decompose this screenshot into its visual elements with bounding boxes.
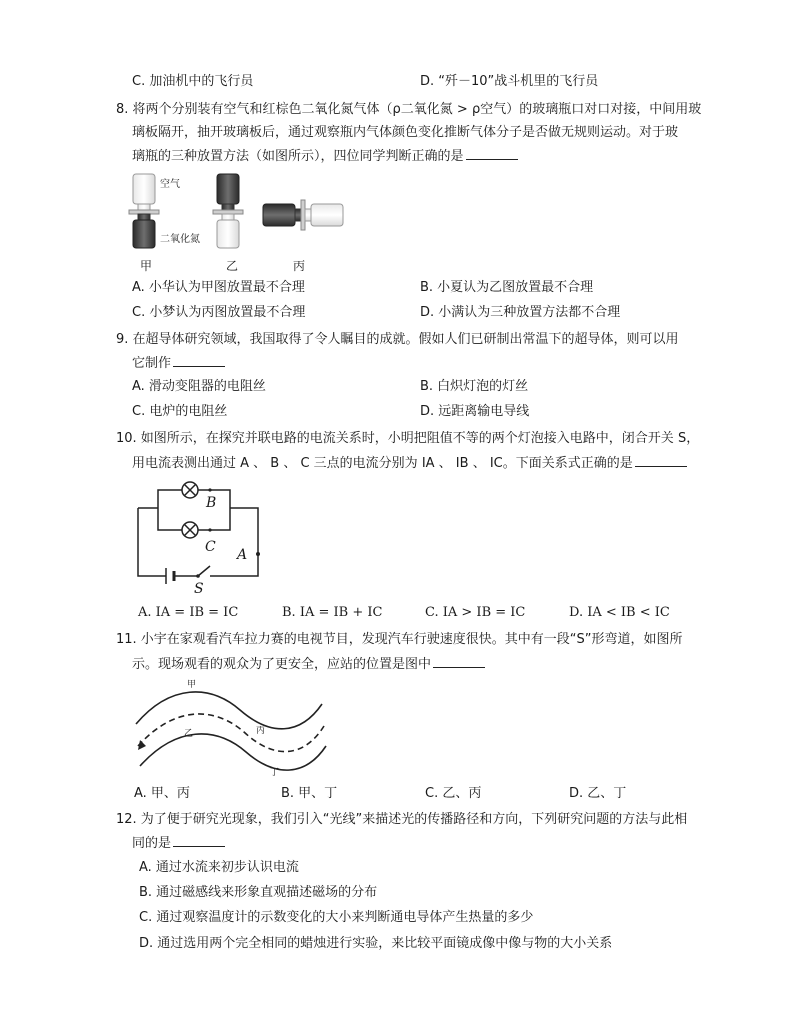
q10-stem-line1: 10. 如图所示，在探究并联电路的电流关系时，小明把阻值不等的两个灯泡接入电路中，闭合开关 S，	[116, 431, 700, 446]
q8-option-b: B. 小夏认为乙图放置最不合理	[420, 280, 594, 295]
q12-option-a: A. 通过水流来初步认识电流	[139, 860, 299, 875]
q8-label-yi: 乙	[226, 259, 239, 273]
q11-stem-line1: 11. 小宇在家观看汽车拉力赛的电视节目，发现汽车行驶速度很快。其中有一段“S”形弯道，如图所	[116, 632, 683, 647]
q10-option-d: D. IA < IB < IC	[569, 605, 670, 620]
q10-stem-line2	[132, 454, 687, 473]
bottle-set-jia	[129, 174, 159, 248]
answer-blank	[635, 454, 687, 467]
q8-label-bing: 丙	[293, 259, 306, 273]
q9-stem-line2	[132, 354, 225, 373]
answer-blank	[173, 834, 225, 847]
q11-label-yi: 乙	[184, 729, 194, 739]
answer-blank	[466, 147, 518, 160]
q11-option-b: B. 甲、丁	[281, 786, 338, 801]
q11-label-ding: 丁	[270, 768, 280, 778]
q12-option-c: C. 通过观察温度计的示数变化的大小来判断通电导体产生热量的多少	[139, 910, 534, 925]
q7-option-c: C. 加油机中的飞行员	[132, 74, 254, 89]
q12-option-d: D. 通过选用两个完全相同的蜡烛进行实验，来比较平面镜成像中像与物的大小关系	[139, 936, 613, 951]
bottle-set-yi	[213, 174, 243, 248]
q11-option-d: D. 乙、丁	[569, 786, 627, 801]
q11-label-jia: 甲	[187, 680, 197, 690]
q9-stem-line1: 9. 在超导体研究领域，我国取得了令人瞩目的成就。假如人们已研制出常温下的超导体，则可以用	[116, 332, 679, 347]
q10-option-b: B. IA = IB + IC	[282, 605, 383, 620]
q11-option-a: A. 甲、丙	[134, 786, 190, 801]
q11-stem-line2	[132, 655, 485, 674]
q8-stem-line2: 璃板隔开，抽开玻璃板后，通过观察瓶内气体颜色变化推断气体分子是否做无规则运动。对于玻	[132, 125, 679, 140]
q9-option-c: C. 电炉的电阻丝	[132, 404, 228, 419]
q9-stem-line2-text: 它制作	[132, 356, 172, 371]
q11-stem-line2-text: 示。现场观看的观众为了更安全，应站的位置是图中	[132, 657, 432, 672]
q8-stem-line3-text: 璃瓶的三种放置方法（如图所示），四位同学判断正确的是	[132, 149, 464, 164]
q8-option-d: D. 小满认为三种放置方法都不合理	[420, 305, 621, 320]
q8-label-no2: 二氧化氮	[160, 234, 200, 245]
q10-point-c: C	[205, 539, 216, 555]
q7-option-d: D. “歼－10”战斗机里的飞行员	[420, 74, 599, 89]
answer-blank	[433, 655, 485, 668]
q12-option-b: B. 通过磁感线来形象直观描述磁场的分布	[139, 885, 378, 900]
q11-s-curve-figure	[130, 680, 330, 778]
q8-label-air: 空气	[160, 179, 180, 190]
answer-blank	[173, 354, 225, 367]
q12-stem-line1: 12. 为了便于研究光现象，我们引入“光线”来描述光的传播路径和方向，下列研究问题的方法与此相	[116, 812, 688, 827]
q10-option-c: C. IA > IB = IC	[425, 605, 526, 620]
q8-option-c: C. 小梦认为丙图放置最不合理	[132, 305, 306, 320]
q8-option-a: A. 小华认为甲图放置最不合理	[132, 280, 305, 295]
q9-option-a: A. 滑动变阻器的电阻丝	[132, 379, 266, 394]
q9-option-b: B. 白炽灯泡的灯丝	[420, 379, 529, 394]
q12-stem-line2	[132, 834, 225, 853]
q10-stem-line2-text: 用电流表测出通过 A 、 B 、 C 三点的电流分别为 IA 、 IB 、 IC。下面关系式正确的是	[132, 456, 633, 471]
q11-option-c: C. 乙、丙	[425, 786, 482, 801]
q11-label-bing: 丙	[256, 726, 266, 736]
q8-stem-line1: 8. 将两个分别装有空气和红棕色二氧化氮气体（ρ二氧化氮 > ρ空气）的玻璃瓶口对口对接，中间用玻	[116, 102, 702, 117]
q10-option-a: A. IA = IB = IC	[138, 605, 239, 620]
bottle-set-bing	[263, 200, 343, 230]
q12-stem-line2-text: 同的是	[132, 836, 172, 851]
q8-stem-line3	[132, 147, 518, 166]
q10-switch-s: S	[194, 581, 204, 597]
q8-label-jia: 甲	[140, 259, 153, 273]
q10-point-a: A	[237, 547, 248, 563]
q9-option-d: D. 远距离输电导线	[420, 404, 530, 419]
q10-point-b: B	[206, 495, 217, 511]
